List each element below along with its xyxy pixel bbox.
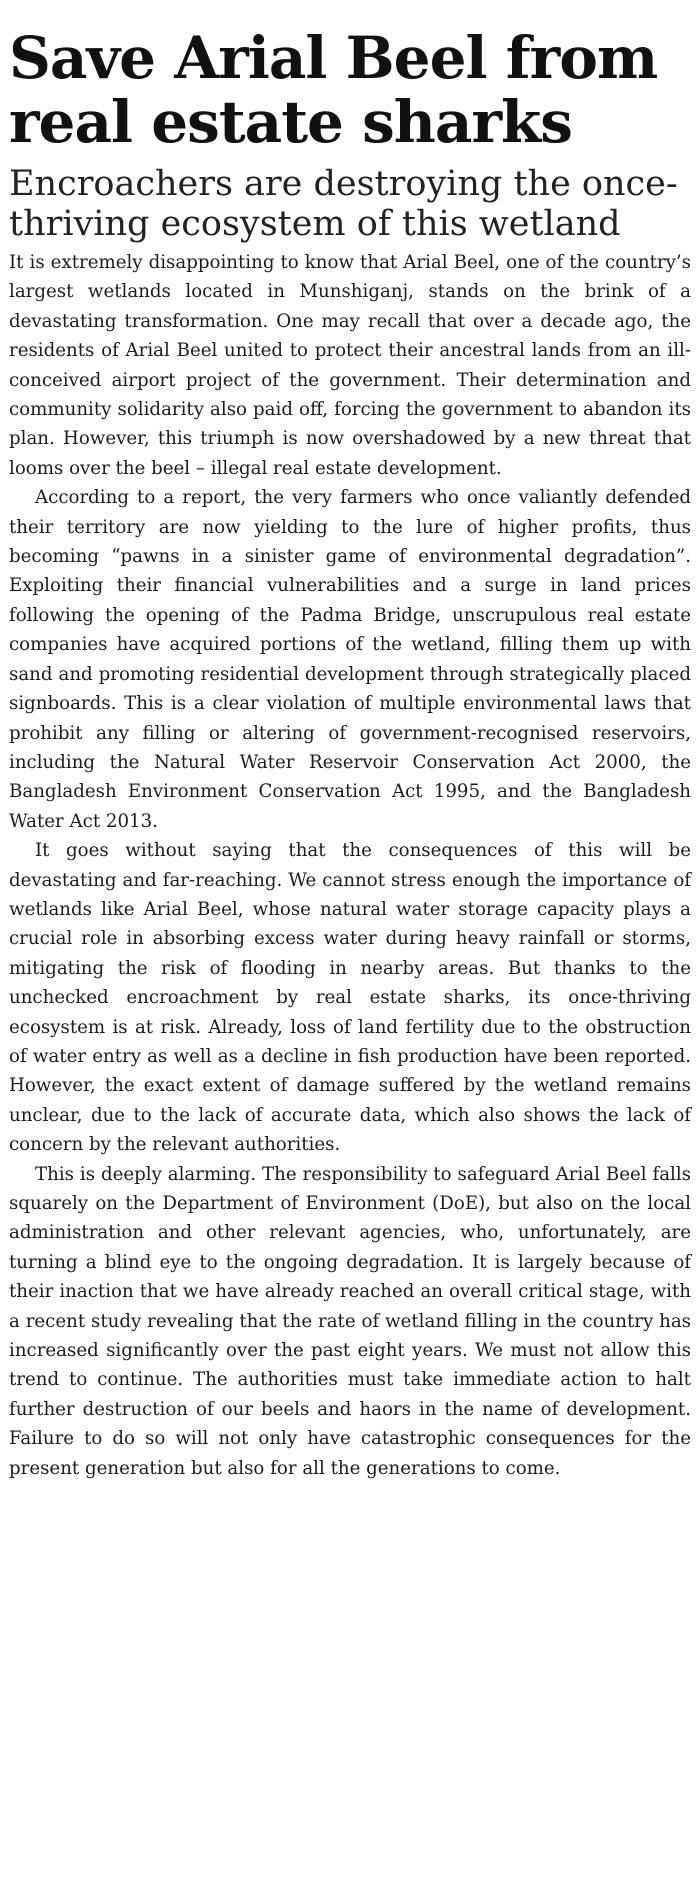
headline: Save Arial Beel from real estate sharks	[9, 24, 658, 156]
article	[9, 26, 691, 1483]
subheadline: Encroachers are destroying the once-thriving ecosystem of this wetland	[9, 164, 678, 244]
paragraph-2: According to a report, the very farmers who once valiantly defended their territory are now yielding to the lure of higher profits, thus becoming “pawns in a sinister game of environmental degradation”. Exploiting their financial vulnerabilities and a surge in land prices following the opening of the Padma Bridge, unscrupulous real estate companies have acquired portions of the wetland, filling them up with sand and promoting residential development through strategically placed signboards. This is a clear violation of multiple environmental laws that prohibit any filling or altering of government-recognised reservoirs, including the Natural Water Reservoir Conservation Act 2000, the Bangladesh Environment Conservation Act 1995, and the Bangladesh Water Act 2013.	[9, 487, 691, 832]
paragraph-4: This is deeply alarming. The responsibility to safeguard Arial Beel falls squarely on the Department of Environment (DoE), but also on the local administration and other relevant agencies, who, unfortunately, are turning a blind eye to the ongoing degradation. It is largely because of their inaction that we have already reached an overall critical stage, with a recent study revealing that the rate of wetland filling in the country has increased significantly over the past eight years. We must not allow this trend to continue. The authorities must take immediate action to halt further destruction of our beels and haors in the name of development. Failure to do so will not only have catastrophic consequences for the present generation but also for all the generations to come.	[9, 1163, 691, 1479]
article-body	[9, 248, 691, 1483]
paragraph-1: It is extremely disappointing to know that Arial Beel, one of the country’s largest wetlands located in Munshiganj, stands on the brink of a devastating transformation. One may recall that over a decade ago, the residents of Arial Beel united to protect their ancestral lands from an ill-conceived airport project of the government. Their determination and community solidarity also paid off, forcing the government to abandon its plan. However, this triumph is now overshadowed by a new threat that looms over the beel – illegal real estate development.	[9, 252, 691, 479]
paragraph-3: It goes without saying that the consequences of this will be devastating and far-reaching. We cannot stress enough the importance of wetlands like Arial Beel, whose natural water storage capacity plays a crucial role in absorbing excess water during heavy rainfall or storms, mitigating the risk of flooding in nearby areas. But thanks to the unchecked encroachment by real estate sharks, its once-thriving ecosystem is at risk. Already, loss of land fertility due to the obstruction of water entry as well as a decline in fish production have been reported. However, the exact extent of damage suffered by the wetland remains unclear, due to the lack of accurate data, which also shows the lack of concern by the relevant authorities.	[9, 840, 691, 1156]
